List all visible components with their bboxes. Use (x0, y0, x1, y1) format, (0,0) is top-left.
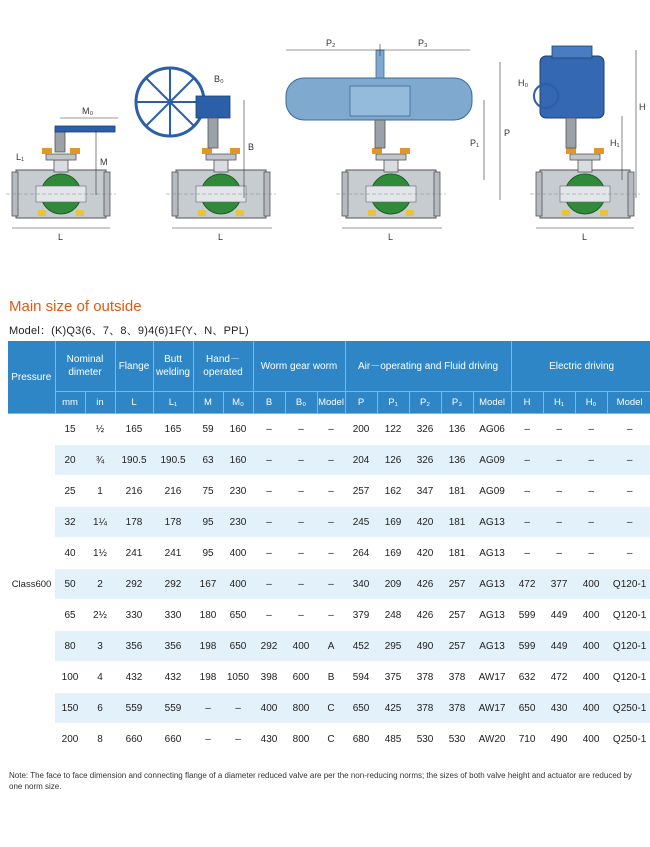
pressure-class-cell: Class600 (8, 414, 55, 755)
table-cell: 594 (345, 662, 377, 693)
size-table (8, 341, 650, 755)
table-cell: 490 (409, 631, 441, 662)
table-cell: 165 (153, 414, 193, 445)
table-cell: 330 (153, 600, 193, 631)
table-cell: – (607, 507, 650, 538)
label-l-electric: L (582, 232, 588, 242)
table-cell: 326 (409, 445, 441, 476)
table-cell: – (543, 507, 575, 538)
header-butt: Butt welding (153, 341, 193, 392)
table-cell: 400 (575, 631, 607, 662)
table-cell: 1 (85, 476, 115, 507)
table-cell: 190.5 (115, 445, 153, 476)
table-cell: C (317, 724, 345, 755)
table-cell: 65 (55, 600, 85, 631)
table-cell: 6 (85, 693, 115, 724)
subheader-cell: in (85, 392, 115, 414)
header-electric: Electric driving (511, 341, 650, 392)
table-cell: 559 (153, 693, 193, 724)
label-h0: H₀ (518, 78, 529, 88)
table-cell: AW17 (473, 693, 511, 724)
table-cell: – (253, 414, 285, 445)
table-cell: 216 (153, 476, 193, 507)
table-cell: 449 (543, 600, 575, 631)
table-cell: 400 (575, 600, 607, 631)
table-cell: 292 (153, 569, 193, 600)
subheader-cell: H₁ (543, 392, 575, 414)
table-cell: AW17 (473, 662, 511, 693)
table-cell: 126 (377, 445, 409, 476)
table-cell: – (575, 538, 607, 569)
table-cell: – (317, 569, 345, 600)
table-cell: 472 (543, 662, 575, 693)
table-cell: 400 (575, 693, 607, 724)
table-cell: 472 (511, 569, 543, 600)
table-cell: – (543, 445, 575, 476)
table-cell: – (253, 445, 285, 476)
table-cell: 400 (575, 662, 607, 693)
table-cell: 378 (409, 662, 441, 693)
table-cell: 80 (55, 631, 85, 662)
table-row (8, 414, 650, 445)
table-cell: 425 (377, 693, 409, 724)
table-row (8, 600, 650, 631)
table-cell: – (511, 476, 543, 507)
table-cell: 400 (575, 724, 607, 755)
table-cell: 650 (345, 693, 377, 724)
table-cell: 204 (345, 445, 377, 476)
table-cell: 264 (345, 538, 377, 569)
subheader-cell: Model (473, 392, 511, 414)
table-cell: 95 (193, 507, 223, 538)
subheader-row (8, 392, 650, 414)
table-cell: 136 (441, 414, 473, 445)
table-cell: 181 (441, 507, 473, 538)
table-cell: AG09 (473, 476, 511, 507)
table-cell: 165 (115, 414, 153, 445)
table-cell: AG06 (473, 414, 511, 445)
table-cell: 650 (511, 693, 543, 724)
table-cell: Q120-1 (607, 569, 650, 600)
subheader-cell: P₃ (441, 392, 473, 414)
table-cell: 490 (543, 724, 575, 755)
label-p3: P₃ (418, 38, 428, 48)
table-cell: – (253, 507, 285, 538)
table-cell: – (317, 476, 345, 507)
table-cell: 167 (193, 569, 223, 600)
table-cell: 600 (285, 662, 317, 693)
table-cell: 326 (409, 414, 441, 445)
table-cell: – (511, 538, 543, 569)
table-cell: 25 (55, 476, 85, 507)
table-cell: 257 (441, 569, 473, 600)
table-cell: 160 (223, 445, 253, 476)
table-cell: 40 (55, 538, 85, 569)
table-cell: 400 (223, 538, 253, 569)
label-h: H (639, 102, 646, 112)
table-cell: 660 (115, 724, 153, 755)
table-cell: 2½ (85, 600, 115, 631)
drawing-electric (518, 46, 646, 242)
table-cell: 400 (223, 569, 253, 600)
table-cell: A (317, 631, 345, 662)
table-cell: – (193, 724, 223, 755)
label-p2: P₂ (326, 38, 336, 48)
table-cell: 190.5 (153, 445, 193, 476)
subheader-cell: Model (607, 392, 650, 414)
table-cell: 248 (377, 600, 409, 631)
table-cell: 122 (377, 414, 409, 445)
table-cell: 4 (85, 662, 115, 693)
table-cell: 530 (409, 724, 441, 755)
table-cell: 63 (193, 445, 223, 476)
table-cell: 1050 (223, 662, 253, 693)
subheader-cell: M₀ (223, 392, 253, 414)
table-cell: 20 (55, 445, 85, 476)
table-cell: 632 (511, 662, 543, 693)
table-cell: 95 (193, 538, 223, 569)
table-cell: – (607, 538, 650, 569)
label-h1: H₁ (610, 138, 620, 148)
table-row (8, 693, 650, 724)
table-cell: 452 (345, 631, 377, 662)
table-cell: 710 (511, 724, 543, 755)
table-cell: 200 (55, 724, 85, 755)
table-cell: – (317, 445, 345, 476)
label-l1: L₁ (16, 152, 25, 162)
table-cell: – (575, 476, 607, 507)
table-cell: 15 (55, 414, 85, 445)
table-cell: 375 (377, 662, 409, 693)
table-cell: 599 (511, 631, 543, 662)
label-p: P (504, 128, 511, 138)
table-cell: 378 (409, 693, 441, 724)
table-cell: – (543, 476, 575, 507)
label-b: B (248, 142, 255, 152)
table-cell: AG13 (473, 631, 511, 662)
table-cell: 398 (253, 662, 285, 693)
table-cell: AG13 (473, 507, 511, 538)
table-body (8, 414, 650, 755)
table-cell: 178 (153, 507, 193, 538)
table-cell: – (317, 414, 345, 445)
table-row (8, 507, 650, 538)
table-cell: 379 (345, 600, 377, 631)
table-cell: ¾ (85, 445, 115, 476)
table-cell: 650 (223, 631, 253, 662)
subheader-cell: M (193, 392, 223, 414)
table-cell: – (543, 538, 575, 569)
table-cell: – (253, 538, 285, 569)
subheader-cell: H (511, 392, 543, 414)
label-l: L (58, 232, 64, 242)
subheader-cell: L₁ (153, 392, 193, 414)
label-l-air: L (388, 232, 394, 242)
table-cell: Q250-1 (607, 693, 650, 724)
table-cell: 426 (409, 600, 441, 631)
table-cell: – (285, 569, 317, 600)
table-cell: 485 (377, 724, 409, 755)
table-cell: 241 (153, 538, 193, 569)
table-cell: 800 (285, 693, 317, 724)
table-cell: 178 (115, 507, 153, 538)
table-cell: 800 (285, 724, 317, 755)
valve-drawings (0, 0, 650, 250)
subheader-cell: P₁ (377, 392, 409, 414)
table-cell: 257 (441, 631, 473, 662)
table-cell: 680 (345, 724, 377, 755)
label-m: M (100, 157, 108, 167)
table-cell: 377 (543, 569, 575, 600)
table-cell: 295 (377, 631, 409, 662)
subheader-cell: H₀ (575, 392, 607, 414)
table-cell: 430 (253, 724, 285, 755)
table-cell: AG13 (473, 538, 511, 569)
drawing-worm-gear (136, 68, 276, 242)
label-l-worm: L (218, 232, 224, 242)
table-cell: 50 (55, 569, 85, 600)
subheader-cell: B (253, 392, 285, 414)
table-cell: 1¼ (85, 507, 115, 538)
table-cell: 59 (193, 414, 223, 445)
table-cell: 257 (441, 600, 473, 631)
table-cell: 230 (223, 507, 253, 538)
table-row (8, 538, 650, 569)
table-cell: 181 (441, 476, 473, 507)
table-cell: – (575, 414, 607, 445)
table-cell: C (317, 693, 345, 724)
model-line: Model：(K)Q3(6、7、8、9)4(6)1F(Y、N、PPL) (9, 325, 249, 337)
table-row (8, 631, 650, 662)
table-cell: 169 (377, 538, 409, 569)
table-cell: 378 (441, 693, 473, 724)
table-cell: 162 (377, 476, 409, 507)
table-cell: 449 (543, 631, 575, 662)
table-cell: 420 (409, 538, 441, 569)
table-cell: 430 (543, 693, 575, 724)
footnote: Note: The face to face dimension and connecting flange of a diameter reduced valve are per the non-reducing norms; the sizes of both valve height and actuator are reduced by one norm size. (9, 771, 632, 791)
header-nominal: Nominal dimeter (55, 341, 115, 392)
table-cell: – (317, 538, 345, 569)
table-cell: 181 (441, 538, 473, 569)
table-cell: 200 (345, 414, 377, 445)
table-cell: 650 (223, 600, 253, 631)
header-hand: Hand－operated (193, 341, 253, 392)
subheader-cell: L (115, 392, 153, 414)
table-cell: B (317, 662, 345, 693)
table-cell: 356 (115, 631, 153, 662)
table-cell: 356 (153, 631, 193, 662)
table-cell: – (511, 445, 543, 476)
table-row (8, 569, 650, 600)
table-cell: 530 (441, 724, 473, 755)
table-cell: – (607, 414, 650, 445)
table-cell: 432 (115, 662, 153, 693)
table-cell: – (223, 724, 253, 755)
table-cell: – (285, 476, 317, 507)
table-cell: 180 (193, 600, 223, 631)
table-cell: – (253, 600, 285, 631)
table-cell: 426 (409, 569, 441, 600)
table-cell: 400 (285, 631, 317, 662)
table-cell: – (575, 507, 607, 538)
table-cell: AG13 (473, 600, 511, 631)
header-worm: Worm gear worm (253, 341, 345, 392)
table-cell: – (285, 600, 317, 631)
table-cell: 150 (55, 693, 85, 724)
table-cell: – (575, 445, 607, 476)
table-cell: ½ (85, 414, 115, 445)
table-cell: – (223, 693, 253, 724)
table-cell: 32 (55, 507, 85, 538)
table-cell: AG13 (473, 569, 511, 600)
table-cell: – (285, 507, 317, 538)
table-cell: 292 (115, 569, 153, 600)
table-row (8, 724, 650, 755)
table-cell: 257 (345, 476, 377, 507)
section-title: Main size of outside (9, 298, 142, 315)
table-row (8, 445, 650, 476)
table-cell: – (511, 507, 543, 538)
table-cell: 292 (253, 631, 285, 662)
table-row (8, 476, 650, 507)
table-cell: 209 (377, 569, 409, 600)
table-cell: 198 (193, 662, 223, 693)
table-cell: – (193, 693, 223, 724)
table-cell: AG09 (473, 445, 511, 476)
table-cell: 432 (153, 662, 193, 693)
table-cell: 216 (115, 476, 153, 507)
table-cell: 378 (441, 662, 473, 693)
table-cell: Q250-1 (607, 724, 650, 755)
table-row (8, 662, 650, 693)
table-cell: – (317, 507, 345, 538)
header-pressure: Pressure (8, 341, 55, 414)
table-cell: 400 (253, 693, 285, 724)
table-cell: 330 (115, 600, 153, 631)
subheader-cell: P (345, 392, 377, 414)
table-cell: 230 (223, 476, 253, 507)
table-cell: – (285, 414, 317, 445)
table-cell: 599 (511, 600, 543, 631)
table-cell: 3 (85, 631, 115, 662)
table-cell: – (285, 445, 317, 476)
drawing-air-operating (286, 38, 510, 242)
subheader-cell: P₂ (409, 392, 441, 414)
table-cell: 100 (55, 662, 85, 693)
table-cell: – (253, 476, 285, 507)
label-m0: M₀ (82, 106, 94, 116)
table-cell: AW20 (473, 724, 511, 755)
table-cell: 75 (193, 476, 223, 507)
table-cell: 241 (115, 538, 153, 569)
table-cell: – (285, 538, 317, 569)
subheader-cell: mm (55, 392, 85, 414)
table-cell: 347 (409, 476, 441, 507)
table-cell: 420 (409, 507, 441, 538)
subheader-cell: Model (317, 392, 345, 414)
drawing-hand-operated (6, 106, 118, 242)
table-cell: – (607, 476, 650, 507)
subheader-cell: B₀ (285, 392, 317, 414)
label-b0: B₀ (214, 74, 224, 84)
table-cell: 559 (115, 693, 153, 724)
table-cell: 245 (345, 507, 377, 538)
table-cell: 1½ (85, 538, 115, 569)
table-cell: Q120-1 (607, 631, 650, 662)
table-cell: 198 (193, 631, 223, 662)
table-cell: Q120-1 (607, 662, 650, 693)
table-cell: 169 (377, 507, 409, 538)
table-cell: 160 (223, 414, 253, 445)
label-p1: P₁ (470, 138, 480, 148)
table-cell: 8 (85, 724, 115, 755)
table-cell: 660 (153, 724, 193, 755)
table-cell: – (253, 569, 285, 600)
header-air: Air－operating and Fluid driving (345, 341, 511, 392)
header-flange: Flange (115, 341, 153, 392)
table-cell: 340 (345, 569, 377, 600)
table-cell: 136 (441, 445, 473, 476)
table-cell: 2 (85, 569, 115, 600)
table-cell: – (511, 414, 543, 445)
table-cell: Q120-1 (607, 600, 650, 631)
table-cell: 400 (575, 569, 607, 600)
table-cell: – (317, 600, 345, 631)
table-cell: – (543, 414, 575, 445)
table-cell: – (607, 445, 650, 476)
